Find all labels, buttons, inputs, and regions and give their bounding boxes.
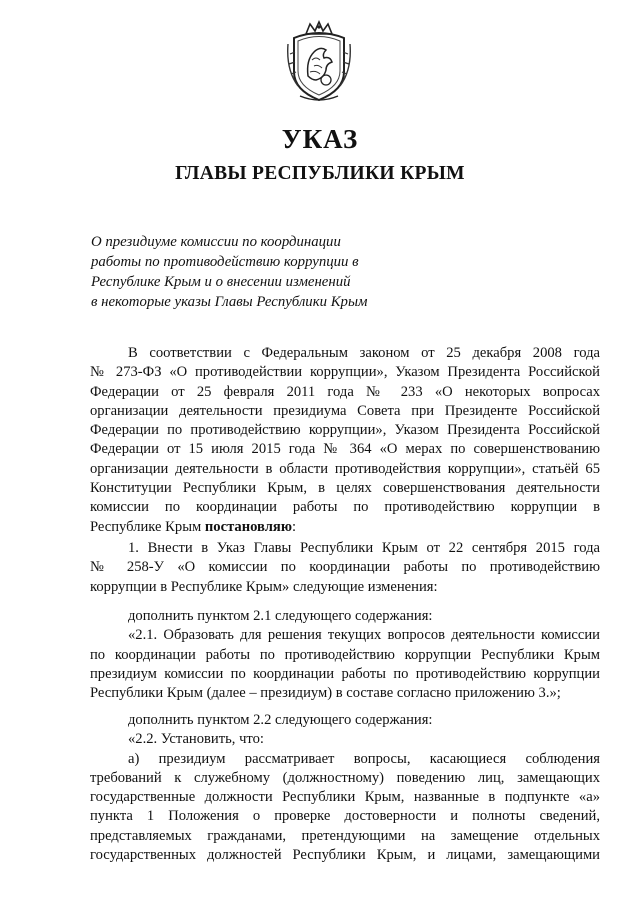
paragraph-line: 1. Внести в Указ Главы Республики Крым от 22 сентября 2015 года [128, 540, 600, 556]
paragraph-line: государственные должности Республики Крым, названные в подпункте «а» [90, 789, 600, 806]
paragraph-line: Конституции Республики Крым, в целях совершенствования деятельности [90, 480, 600, 497]
paragraph-line: «2.1. Образовать для решения текущих вопросов деятельности комиссии [128, 627, 600, 644]
paragraph-line: № 273-ФЗ «О противодействии коррупции», Указом Президента Российской [90, 364, 600, 381]
paragraph-line: Республике Крым постановляю: [90, 518, 297, 535]
document-subtitle: ГЛАВЫ РЕСПУБЛИКИ КРЫМ [175, 163, 465, 184]
crimea-coat-of-arms-icon [286, 20, 352, 104]
paragraph-line: В соответствии с Федеральным законом от 25 декабря 2008 года [128, 345, 600, 361]
paragraph-line: президиум комиссии по координации работы по противодействию коррупции [90, 665, 600, 682]
subject-line: работы по противодействию коррупции в [91, 254, 359, 270]
paragraph-line: Федерации по противодействию коррупции», Указом Президента Российской [90, 422, 600, 439]
preamble-paragraph [90, 344, 600, 537]
paragraph-line: Федерации от 15 июля 2015 года № 364 «О мерах по совершенствованию [90, 441, 600, 458]
paragraph-line: Федерации от 25 февраля 2011 года № 233 «О некоторых вопросах [90, 383, 600, 400]
paragraph-line: дополнить пунктом 2.2 следующего содержания: [128, 712, 433, 728]
paragraph-line: дополнить пунктом 2.1 следующего содержания: [128, 608, 433, 624]
item-1-paragraph [90, 539, 600, 597]
paragraph-line: «2.2. Установить, что: [128, 731, 264, 748]
paragraph-text: Республике Крым [90, 518, 202, 535]
decree-subject [91, 232, 411, 312]
paragraph-line: пункта 1 Положения о проверке достоверности и полноты сведений, [90, 808, 600, 825]
item-2-2-paragraph [90, 711, 600, 865]
paragraph-line: организации деятельности президиума Совета при Президенте Российской [90, 402, 600, 419]
paragraph-line: государственных должностей Республики Крым, и лицами, замещающими [90, 847, 600, 864]
item-2-1-paragraph [90, 607, 600, 703]
paragraph-line: № 258-У «О комиссии по координации работы по противодействию [90, 559, 600, 576]
paragraph-line: организации деятельности в области противодействия коррупции», статьёй 65 [90, 460, 600, 477]
subject-line: О президиуме комиссии по координации [91, 234, 341, 250]
document-title: УКАЗ [281, 124, 359, 154]
subject-line: в некоторые указы Главы Республики Крым [91, 294, 368, 310]
paragraph-line: представляемых гражданами, претендующими на замещение отдельных [90, 827, 600, 844]
decree-word: постановляю [204, 518, 292, 535]
paragraph-line: комиссии по координации работы по противодействию коррупции в [90, 499, 600, 516]
paragraph-line: требований к служебному (должностному) поведению лиц, замещающих [90, 769, 600, 786]
paragraph-line: по координации работы по противодействию коррупции Республики Крым [90, 646, 600, 663]
subject-line: Республике Крым и о внесении изменений [91, 274, 351, 290]
paragraph-line: а) президиум рассматривает вопросы, касающиеся соблюдения [128, 750, 600, 767]
paragraph-line: коррупции в Республике Крым» следующие изменения: [90, 578, 438, 595]
paragraph-line: Республики Крым (далее – президиум) в составе согласно приложению 3.»; [90, 685, 561, 702]
